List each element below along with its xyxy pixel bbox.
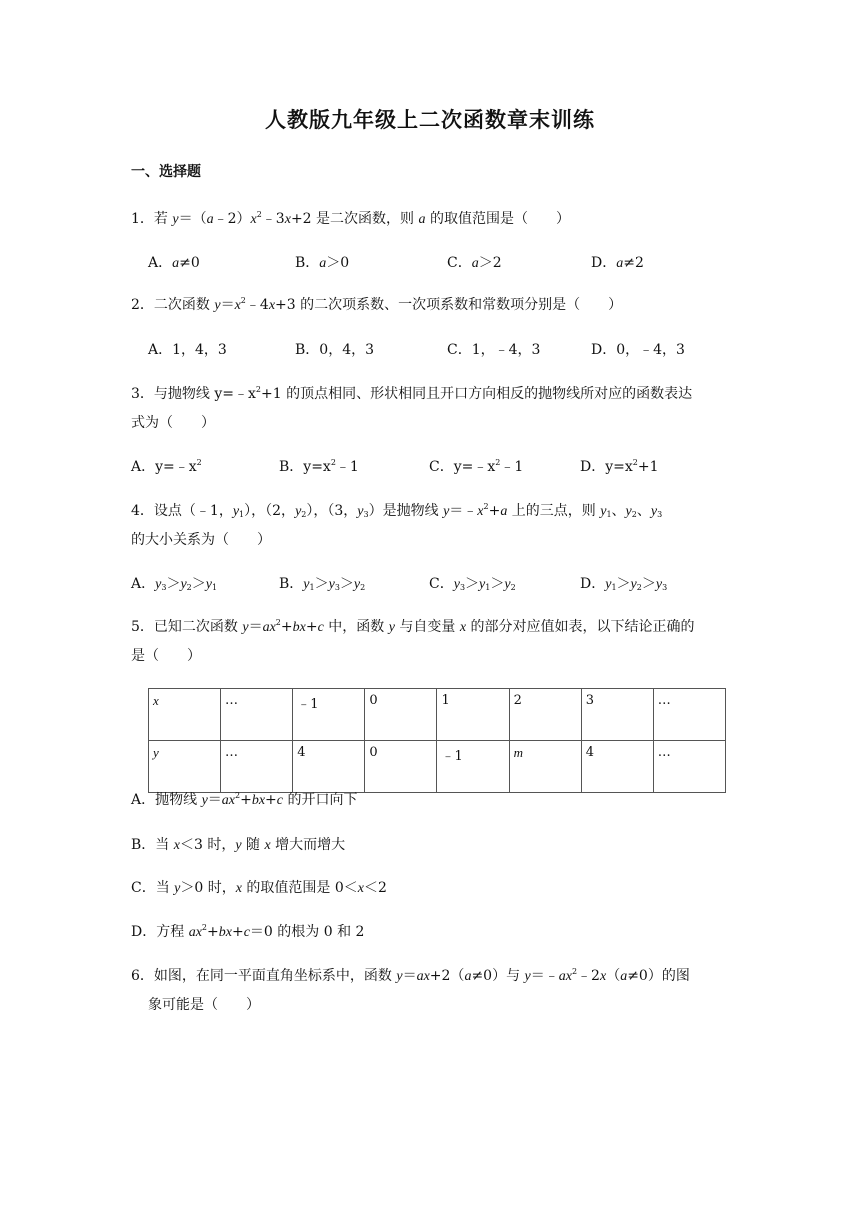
option-c[interactable]: C．1，﹣4，3 — [447, 342, 541, 358]
option-c[interactable]: C．a＞2 — [447, 255, 502, 271]
option-b[interactable]: B．$y=x^2﹣1$ — [279, 458, 359, 475]
question-3-stem-line-2: 式为（ ） — [131, 415, 215, 431]
question-6-stem-line-2: 象可能是（ ） — [148, 997, 260, 1013]
table-cell: 0 — [365, 689, 437, 741]
table-row — [149, 741, 726, 793]
question-2-options — [131, 339, 731, 359]
table-cell: … — [653, 689, 725, 741]
option-c[interactable]: C．$y_3>y_1>y_2$ — [429, 576, 516, 592]
option-d[interactable]: D．a≠2 — [591, 255, 644, 271]
option-c[interactable]: C．当 y＞0 时，x 的取值范围是 0＜x＜2 — [131, 880, 387, 896]
table-cell: … — [653, 741, 725, 793]
option-b[interactable]: B．$y_1>y_3>y_2$ — [279, 576, 366, 592]
table-cell: 2 — [509, 689, 581, 741]
option-d[interactable]: D．方程 $ax^2+bx+c=0$ 的根为 0 和 2 — [131, 923, 365, 940]
table-row — [149, 689, 726, 741]
table-cell: ﹣1 — [437, 741, 509, 793]
option-c[interactable]: C．$y=﹣x^2﹣1$ — [429, 458, 524, 475]
option-d[interactable]: D．$y_1>y_2>y_3$ — [580, 576, 668, 592]
table-cell: 4 — [581, 741, 653, 793]
question-1-stem: 1．若 $y=(a﹣2)x^2﹣3x+2$ 是二次函数，则 a 的取值范围是（ ） — [131, 210, 570, 227]
table-cell: 1 — [437, 689, 509, 741]
question-3-options — [131, 456, 731, 476]
option-a[interactable]: A．抛物线 $y=ax^2+bx+c$ 的开口向下 — [131, 791, 358, 808]
option-a[interactable]: A．a≠0 — [148, 255, 200, 271]
question-6-stem-line-1: 6．如图，在同一平面直角坐标系中，函数 y＝ax+2（a≠0）与 $y=﹣ax^2﹣2x(a\ne 0)$的图 — [131, 967, 690, 984]
table-cell: y — [153, 745, 159, 760]
option-d[interactable]: D．0，﹣4，3 — [591, 342, 685, 358]
table-cell: ﹣1 — [293, 689, 365, 741]
option-a[interactable]: A．1，4，3 — [148, 342, 227, 358]
option-b[interactable]: B．0，4，3 — [295, 342, 375, 358]
table-cell: m — [513, 745, 523, 760]
section-heading: 一、选择题 — [131, 164, 201, 180]
value-table — [148, 688, 726, 793]
question-4-options — [131, 573, 731, 593]
option-a[interactable]: A．$y=﹣x^2$ — [131, 458, 202, 475]
option-a[interactable]: A．$y_3>y_2>y_1$ — [131, 576, 218, 592]
table-cell: … — [221, 689, 293, 741]
question-3-stem-line-1: 3．与抛物线 $y=﹣x^2+1$ 的顶点相同、形状相同且开口方向相反的抛物线所对应的函数表达 — [131, 385, 693, 402]
table-cell: 0 — [365, 741, 437, 793]
option-d[interactable]: D．$y=x^2+1$ — [580, 458, 659, 475]
table-cell: … — [221, 741, 293, 793]
question-1-options — [131, 252, 731, 272]
question-2-stem: 2．二次函数 $y=x^2﹣4x+3$ 的二次项系数、一次项系数和常数项分别是（ ） — [131, 296, 623, 313]
page-title: 人教版九年级上二次函数章末训练 — [265, 108, 595, 132]
question-5-stem-line-1: 5．已知二次函数 $y=ax^2+bx+c$ 中，函数 y 与自变量 x 的部分对应值如表，以下结论正确的 — [131, 618, 695, 635]
option-b[interactable]: B．当 x＜3 时，y 随 x 增大而增大 — [131, 837, 346, 853]
option-b[interactable]: B．a＞0 — [295, 255, 350, 271]
question-5-stem-line-2: 是（ ） — [131, 648, 201, 664]
table-cell: x — [153, 693, 159, 708]
question-4-stem-line-2: 的大小关系为（ ） — [131, 532, 271, 548]
table-cell: 3 — [581, 689, 653, 741]
table-cell: 4 — [293, 741, 365, 793]
question-4-stem-line-1: 4．设点（﹣1，$y_1$），（2，$y_2$），（3，$y_3$）是抛物线 $y=﹣x^2+a$ 上的三点，则 $y_1$、$y_2$、$y_3$ — [131, 502, 663, 519]
